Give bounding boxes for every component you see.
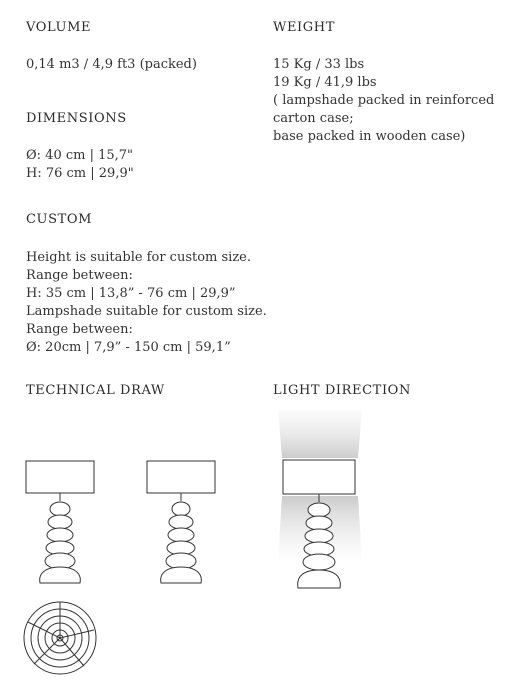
lamp-top-view-drawing [22,600,102,680]
volume-value: 0,14 m3 / 4,9 ft3 (packed) [26,57,197,72]
dimensions-line: Ø: 40 cm | 15,7" [26,148,134,163]
dimensions-heading: DIMENSIONS [26,111,127,126]
weight-line: ( lampshade packed in reinforced [273,93,495,108]
custom-line: Range between: [26,268,133,283]
light-beam-up [278,410,362,458]
lamp-side-view-drawing [140,455,240,585]
weight-line: 15 Kg / 33 lbs [273,57,365,72]
weight-text [273,56,494,146]
custom-line: Range between: [26,322,133,337]
volume-heading: VOLUME [26,20,92,35]
light-direction-heading: LIGHT DIRECTION [273,383,411,398]
technical-draw-heading: TECHNICAL DRAW [26,383,165,398]
dimensions-line: H: 76 cm | 29,9" [26,166,134,181]
custom-text [26,249,267,357]
weight-line: base packed in wooden case) [273,129,466,144]
weight-line: 19 Kg / 41,9 lbs [273,75,377,90]
weight-heading: WEIGHT [273,20,335,35]
custom-heading: CUSTOM [26,212,93,227]
dimensions-text [26,147,134,183]
custom-line: Height is suitable for custom size. [26,250,252,265]
custom-line: Ø: 20cm | 7,9” - 150 cm | 59,1” [26,340,231,355]
lamp-front-view-drawing [20,455,120,585]
custom-line: Lampshade suitable for custom size. [26,304,267,319]
light-direction-drawing [270,410,380,610]
custom-line: H: 35 cm | 13,8” - 76 cm | 29,9” [26,286,236,301]
weight-line: carton case; [273,111,354,126]
